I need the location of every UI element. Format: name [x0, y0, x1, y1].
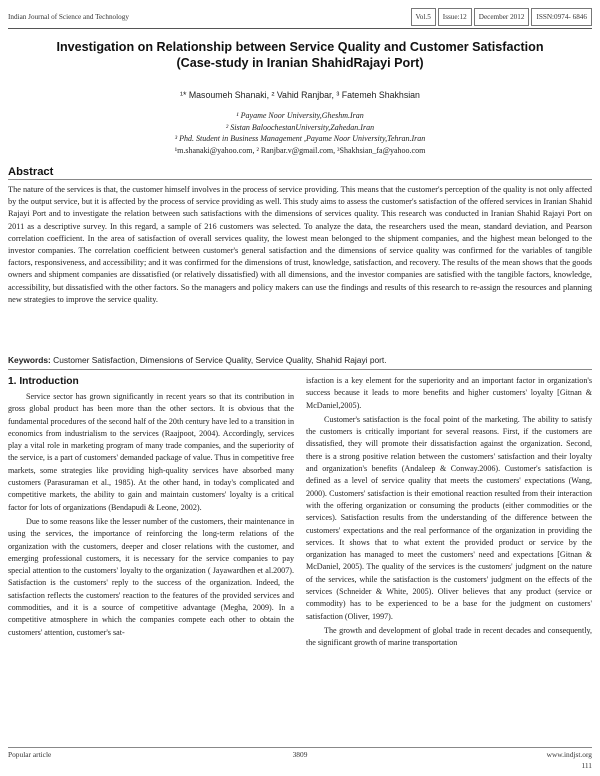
- footer-divider: [8, 747, 592, 748]
- header-divider: [8, 28, 592, 29]
- right-column: [306, 375, 592, 650]
- abstract-divider: [8, 179, 592, 180]
- title-line-1: Investigation on Relationship between Service Quality and Customer Satisfaction: [56, 40, 544, 54]
- keywords-list: Customer Satisfaction, Dimensions of Service Quality, Service Quality, Shahid Rajayi port.: [50, 355, 387, 365]
- left-column: [8, 391, 294, 639]
- affiliations: [0, 110, 600, 156]
- issue-meta: [409, 8, 592, 26]
- paragraph: Due to some reasons like the lesser number of the customers, their maintenance in using the services, the importance of reinforcing the long-term relations of the organization with the customers, deeper and closer relations with the customer, and emerging professional customers, it is necessary for the service companies to pay special attention to the customers' loyalty to the organization ( Jayawardhen et al.2007). Satisfaction is the customers' reply to the success of the organization. Indeed, the satisfaction reflects the customers' reaction to the features of the provided services and commodities, and it is a source of competitive advantage (Megha, 2009). In a competitive atmosphere in which the companies compete each other to obtain the customers' attention, customer's sat-: [8, 516, 294, 637]
- abstract-text: The nature of the services is that, the customer himself involves in the process of service providing. This means that the customer's perception of the quality is not only affected by the output service, but it is affected by the process of service providing as well. This study aims to assess the customer's satisfaction of the offered services in Iranian Shahid Rajayi Port and to investigate the relation between such satisfactions with the dimensions of services quality. This research was conducted in Iranian Shahid Rajayi Port on 2011 as a descriptive survey. In this regard, a sample of 216 customers was selected. To analyze the data, the researchers used the mean, standard deviation, and Pearson correlation coefficient. In the area of satisfaction of overall services quality, the lowest mean belonged to the shipment companies, and the highest mean belonged to the investor companies. The correlation coefficient between customer's general satisfaction and the dimensions of service quality was confirmed for the variables of tangible factors, responsiveness, and accessibility; and it was confirmed for the dimensions of trust, knowledge, satisfaction, and recovery. The results of the mean shows that the goods owners and shipment companies are dissatisfied (or relatively dissatisfied) with all dimensions, and the investor companies are satisfied with the tangible factors, knowledge, accessibility, but dissatisfied with the other factors. So the managers and policy makers can use the findings and results of this research to re-assign the resources and planning new strategies to improve the service quality.: [8, 185, 592, 304]
- paragraph: Customer's satisfaction is the focal point of the marketing. The ability to satisfy the customers is critically important for several reasons. First, if the customers are dissatisfied, they will promote their dissatisfaction against the organization. Second, there is a strong positive relation between the customers' satisfaction and their loyalty and organization's benefits (Andaleep & Conway.2006). Customer's satisfaction is defined as a level of service quality that meets the customers' expectations (Wang, 2000). Customers' satisfaction is their emotional reaction resulted from their interaction with the offering organization or consuming the products (either commodities or the services). Satisfaction results from the understanding of the difference between the customers' expectations and the real performance of the organization in providing the services. It shows that to what extent the provided product or service by the organization has managed to meet the customers' need and expectations [Gitnan & McDaniel, 2005). The quality of the services is the customers' judgment on the nature of the services, while the satisfaction is the customers' judgment on the effects of the services (Schneider & White, 2005). Oliver believes that any product (service or commodity) has to be experienced to be a base for the judgment on customers' satisfaction (Oliver, 1997).: [306, 414, 592, 621]
- article-type: Popular article: [8, 750, 52, 759]
- section-heading-introduction: 1. Introduction: [8, 376, 79, 387]
- journal-name: Indian Journal of Science and Technology: [8, 13, 129, 21]
- paper-title: [20, 40, 580, 71]
- author-emails: ¹m.shanaki@yahoo.com, ² Ranjbar.v@gmail.com, ³Shakhsian_fa@yahoo.com: [174, 145, 426, 155]
- issn: ISSN:0974- 6846: [531, 8, 592, 26]
- keywords-label: Keywords:: [8, 355, 51, 365]
- affiliation-3: ³ Phd. Student in Business Management ,Payame Noor University,Tehran.Iran: [174, 134, 426, 144]
- paragraph: isfaction is a key element for the superiority and an important factor in organization's success because it leads to more benefits and higher customers' loyalty [Gitnan & McDaniel,2005).: [306, 376, 592, 410]
- title-line-2: (Case-study in Iranian ShahidRajayi Port): [176, 55, 424, 70]
- paragraph: Service sector has grown significantly in recent years so that its contribution in gross global product has been more than the other sectors. It is obvious that the fundamental procedures of the second half of the 20th century have led to a transition in economics from industrialism to the services (Raajpoot, 2004). Accordingly, services play a vital role in marketing program of many trade companies, and the superiority of the service, is a part of customers' demanded package of value. Thus in competitive free markets, some strategies like providing high-quality services have absorbed many customers (Parasuraman et al., 1985). At the other hand, in today's complicated and competitive markets, the ability to gain and maintain customers' loyalty is a critical factor for lots of organizations (Bendapudi & Leone, 2002).: [8, 392, 294, 512]
- journal-website: www.indjst.org: [546, 750, 592, 759]
- journal-page-number: 3809: [292, 750, 308, 759]
- affiliation-2: ² Sistan BaloochestanUniversity,Zahedan.Iran: [225, 122, 375, 132]
- page-number: 111: [581, 761, 592, 770]
- affiliation-1: ¹ Payame Noor University,Gheshm.Iran: [236, 111, 364, 120]
- abstract-heading: Abstract: [8, 166, 54, 178]
- date: December 2012: [474, 8, 530, 26]
- authors: ¹* Masoumeh Shanaki, ² Vahid Ranjbar, ³ Fatemeh Shakhsian: [180, 90, 420, 100]
- volume: Vol.5: [411, 8, 436, 26]
- keywords: [8, 355, 592, 365]
- keywords-divider: [8, 369, 592, 370]
- issue: Issue:12: [438, 8, 472, 26]
- running-head: [8, 8, 592, 30]
- paragraph: The growth and development of global trade in recent decades and consequently, the significant growth of marine transportation: [306, 625, 592, 648]
